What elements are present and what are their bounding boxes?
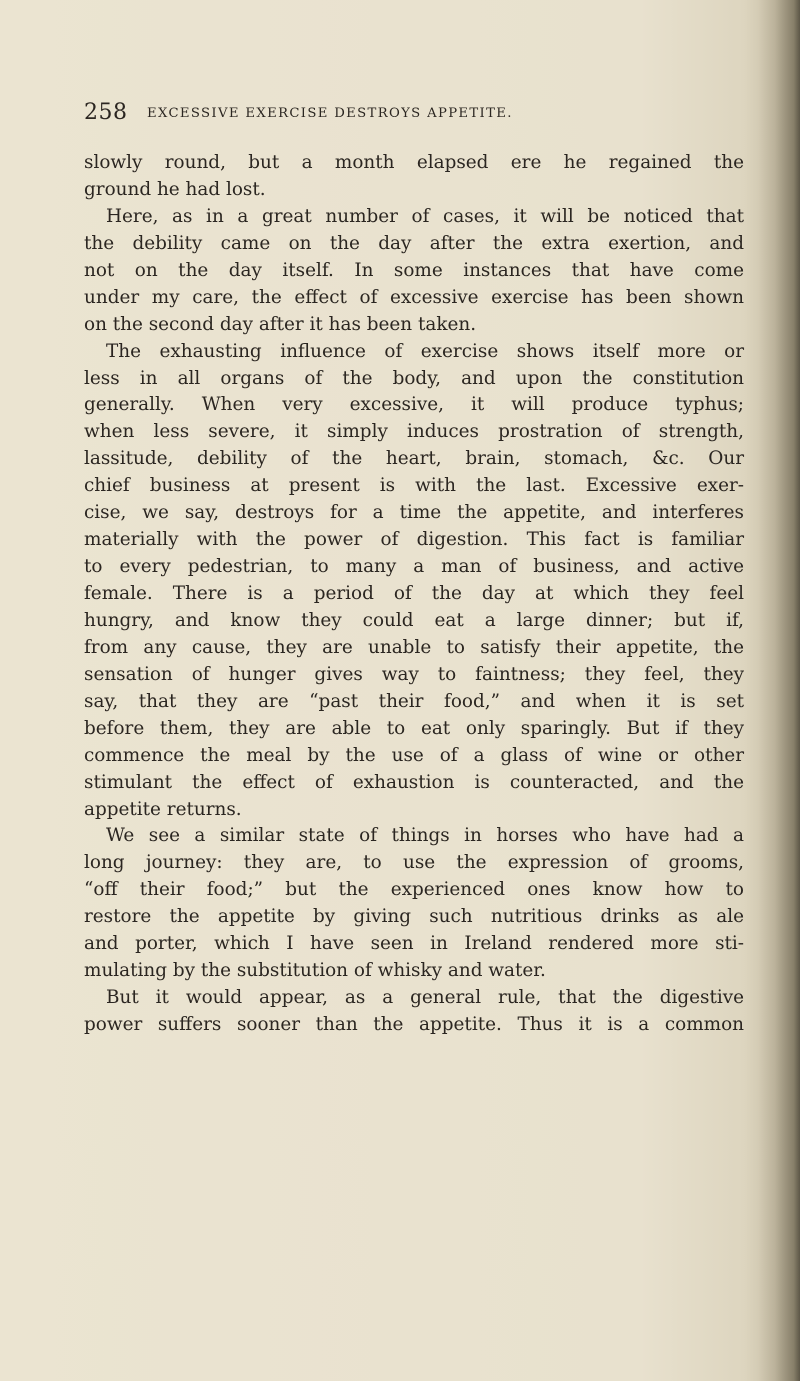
text-line: the debility came on the day after the extra exertion, and bbox=[84, 232, 744, 254]
text-line: generally. When very excessive, it will produce typhus; bbox=[84, 394, 744, 416]
text-line: before them, they are able to eat only sparingly. But if they bbox=[84, 717, 744, 739]
text-line: Here, as in a great number of cases, it will be noticed that bbox=[106, 205, 744, 227]
text-line: power suffers sooner than the appetite. Thus it is a common bbox=[84, 1014, 744, 1035]
page-number: 258 bbox=[84, 100, 128, 125]
text-line: ground he had lost. bbox=[84, 178, 266, 200]
text-line: sensation of hunger gives way to faintness; they feel, they bbox=[84, 663, 744, 685]
page-header bbox=[84, 100, 744, 130]
text-line: But it would appear, as a general rule, that the digestive bbox=[106, 987, 744, 1009]
body-text bbox=[84, 150, 744, 1039]
text-line: “off their food;” but the experienced ones know how to bbox=[84, 879, 744, 901]
text-line: less in all organs of the body, and upon the constitution bbox=[84, 367, 744, 389]
running-head: EXCESSIVE EXERCISE DESTROYS APPETITE. bbox=[147, 106, 513, 121]
text-line: materially with the power of digestion. This fact is familiar bbox=[84, 529, 744, 551]
text-line: slowly round, but a month elapsed ere he regained the bbox=[84, 152, 744, 173]
text-line: chief business at present is with the last. Excessive exer- bbox=[84, 475, 744, 497]
text-line: commence the meal by the use of a glass of wine or other bbox=[84, 744, 744, 766]
text-line: from any cause, they are unable to satisfy their appetite, the bbox=[84, 636, 744, 658]
text-line: say, that they are “past their food,” and when it is set bbox=[84, 690, 744, 712]
text-line: not on the day itself. In some instances that have come bbox=[84, 259, 744, 281]
text-line: on the second day after it has been taken. bbox=[84, 313, 477, 335]
text-line: cise, we say, destroys for a time the appetite, and interferes bbox=[84, 502, 744, 524]
text-line: long journey: they are, to use the expression of grooms, bbox=[84, 852, 744, 874]
text-line: stimulant the effect of exhaustion is counteracted, and the bbox=[84, 771, 744, 793]
text-line: restore the appetite by giving such nutritious drinks as ale bbox=[84, 906, 744, 928]
text-line: female. There is a period of the day at which they feel bbox=[84, 583, 744, 604]
text-line: hungry, and know they could eat a large dinner; but if, bbox=[84, 609, 744, 631]
text-line: under my care, the effect of excessive exercise has been shown bbox=[84, 286, 744, 308]
text-line: mulating by the substitution of whisky and water. bbox=[84, 960, 546, 982]
text-line: The exhausting influence of exercise shows itself more or bbox=[106, 340, 744, 362]
text-line: to every pedestrian, to many a man of business, and active bbox=[84, 556, 744, 578]
text-line: We see a similar state of things in horses who have had a bbox=[106, 825, 744, 847]
text-line: and porter, which I have seen in Ireland rendered more sti- bbox=[84, 933, 744, 955]
text-line: appetite returns. bbox=[84, 798, 242, 820]
text-line: when less severe, it simply induces prostration of strength, bbox=[84, 421, 744, 443]
text-line: lassitude, debility of the heart, brain, stomach, &c. Our bbox=[84, 448, 744, 470]
page-edge-shadow bbox=[758, 0, 800, 1381]
